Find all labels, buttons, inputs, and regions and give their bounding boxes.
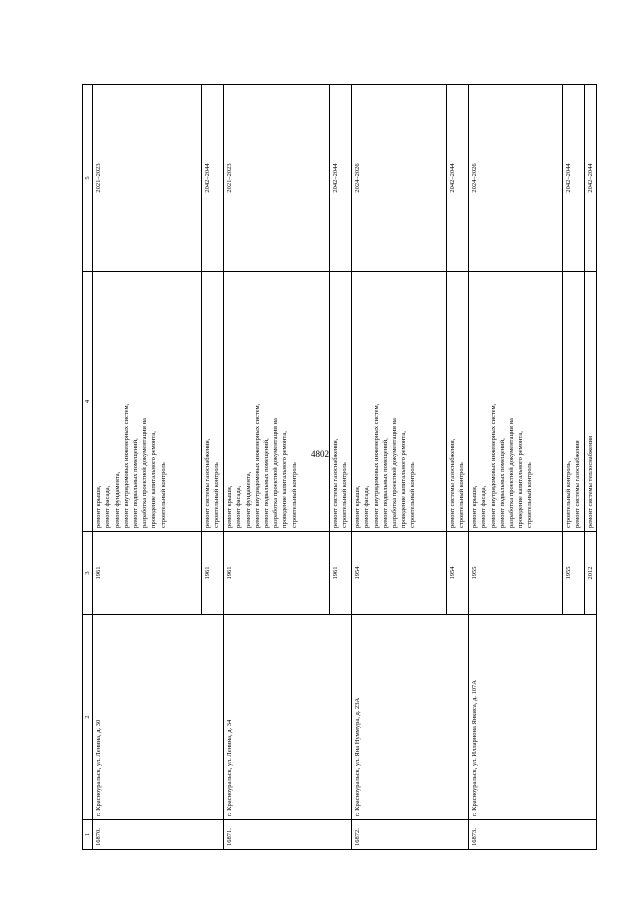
year-cell: 1961 <box>202 532 224 615</box>
works-cell: ремонт системы теплоснабжения <box>585 272 597 532</box>
address-cell: г. Красноуральск, ул. Ленина, д. 34 <box>224 615 352 820</box>
header-cell: 4 <box>83 272 93 532</box>
header-cell: 2 <box>83 615 93 820</box>
works-cell: ремонт крыши, ремонт фасада, ремонт внутридомовых инженерных систем, ремонт подвальных помещений, разработка проектной документации на проведение капитального ремонта, строительный контроль <box>469 272 563 532</box>
header-row <box>83 85 93 850</box>
works-cell: ремонт крыши, ремонт фасада, ремонт фундамента, ремонт внутридомовых инженерных систем, ремонт подвальных помещений, разработка проектной документации на проведение капитального ремонта, строительный контроль <box>93 272 202 532</box>
header-cell: 5 <box>83 85 93 272</box>
period-cell: 2042–2044 <box>330 85 352 272</box>
works-cell: строительный контроль, ремонт системы газоснабжения <box>563 272 585 532</box>
period-cell: 2024–2026 <box>469 85 563 272</box>
year-cell: 1954 <box>447 532 469 615</box>
period-cell: 2042–2044 <box>447 85 469 272</box>
table-row <box>469 85 563 850</box>
table-row <box>224 85 330 850</box>
year-cell: 1954 <box>352 532 447 615</box>
header-cell: 1 <box>83 820 93 850</box>
works-cell: ремонт системы газоснабжения, строительный контроль <box>447 272 469 532</box>
works-cell: ремонт крыши, ремонт фасада, ремонт внутридомовых инженерных систем, ремонт подвальных помещений, разработка проектной документации на проведение капитального ремонта, строительный контроль <box>352 272 447 532</box>
year-cell: 1961 <box>224 532 330 615</box>
row-number-cell: 16870. <box>93 820 224 850</box>
works-cell: ремонт системы газоснабжения, строительный контроль <box>202 272 224 532</box>
works-cell: ремонт системы газоснабжения, строительный контроль <box>330 272 352 532</box>
period-cell: 2021–2023 <box>224 85 330 272</box>
period-cell: 2042–2044 <box>202 85 224 272</box>
row-number-cell: 16873. <box>469 820 597 850</box>
repair-schedule-table <box>82 84 597 850</box>
address-cell: г. Красноуральск, ул. Ленина, д. 30 <box>93 615 224 820</box>
row-number-cell: 16872. <box>352 820 469 850</box>
period-cell: 2021–2023 <box>93 85 202 272</box>
year-cell: 2012 <box>585 532 597 615</box>
year-cell: 1961 <box>93 532 202 615</box>
period-cell: 2024–2026 <box>352 85 447 272</box>
period-cell: 2042–2044 <box>585 85 597 272</box>
table-row <box>352 85 447 850</box>
year-cell: 1955 <box>563 532 585 615</box>
year-cell: 1961 <box>330 532 352 615</box>
table-row <box>93 85 202 850</box>
year-cell: 1955 <box>469 532 563 615</box>
address-cell: г. Красноуральск, ул. Илларнона Янкиса, д. 107А <box>469 615 597 820</box>
page-number: 4802 <box>311 449 329 459</box>
rotated-table-wrapper <box>82 85 595 850</box>
row-number-cell: 16871. <box>224 820 352 850</box>
header-cell: 3 <box>83 532 93 615</box>
works-cell: ремонт крыши, ремонт фасада, ремонт фундамента, ремонт внутридомовых инженерных систем, ремонт подвальных помещений, разработка проектной документации на проведение капитального ремонта, строительный контроль <box>224 272 330 532</box>
address-cell: г. Красноуральск, ул. Яна Нуммура, д. 23А <box>352 615 469 820</box>
period-cell: 2042–2044 <box>563 85 585 272</box>
